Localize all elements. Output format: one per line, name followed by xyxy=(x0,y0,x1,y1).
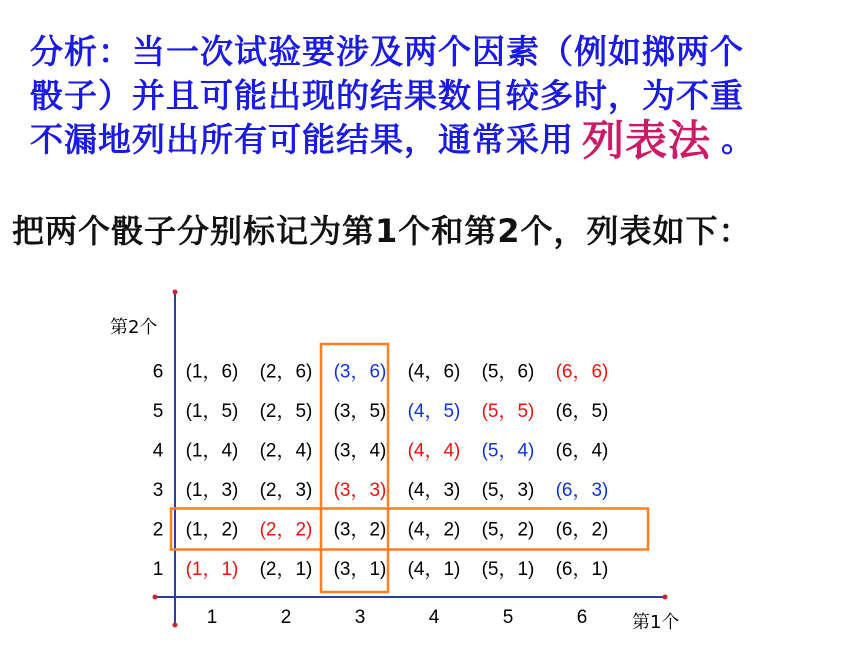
outcome-cell: (4，1) xyxy=(407,559,461,580)
y-tick-label: 1 xyxy=(152,559,164,580)
x-axis-label: 第1个 xyxy=(632,612,680,633)
outcome-cell: (3，1) xyxy=(333,559,387,580)
y-tick-label: 6 xyxy=(152,361,164,383)
x-axis-start-dot xyxy=(153,595,158,600)
outcome-cell: (5，4) xyxy=(481,440,535,462)
analysis-line-3-text: 不漏地列出所有可能结果，通常采用 xyxy=(30,120,574,159)
outcome-cell: (4，4) xyxy=(407,440,461,462)
outcome-cell: (4，6) xyxy=(407,361,461,383)
x-tick-label: 3 xyxy=(354,607,366,628)
outcome-cell: (6，4) xyxy=(555,440,609,462)
outcome-cell: (5，5) xyxy=(481,401,535,422)
outcome-cell: (4，2) xyxy=(407,519,461,541)
outcome-cell: (4，5) xyxy=(407,401,461,422)
outcome-cell: (2，4) xyxy=(259,440,313,462)
outcome-cell: (6，3) xyxy=(555,480,609,501)
y-axis-label: 第2个 xyxy=(110,317,158,338)
outcome-cell: (2，1) xyxy=(259,559,313,580)
y-axis-start-dot xyxy=(173,290,178,295)
analysis-period: 。 xyxy=(721,120,756,159)
outcome-cell: (1，2) xyxy=(185,519,239,541)
x-tick-label: 4 xyxy=(428,607,440,628)
outcome-cell: (6，1) xyxy=(555,559,609,580)
outcome-cell: (2，3) xyxy=(259,480,313,501)
outcome-cell: (5，6) xyxy=(481,361,535,383)
y-tick-label: 4 xyxy=(152,440,164,462)
outcome-cell: (6，5) xyxy=(555,401,609,422)
outcome-cell: (4，3) xyxy=(407,480,461,501)
analysis-line-1: 分析：当一次试验要涉及两个因素（例如掷两个 xyxy=(30,32,744,71)
x-tick-label: 1 xyxy=(206,607,218,628)
x-tick-label: 2 xyxy=(280,607,292,628)
outcome-cell: (5，2) xyxy=(481,519,535,541)
x-axis-end-dot xyxy=(663,595,668,600)
analysis-line-2: 骰子）并且可能出现的结果数目较多时，为不重 xyxy=(30,76,744,115)
outcome-cell: (6，2) xyxy=(555,519,609,541)
outcome-cell: (3，4) xyxy=(333,440,387,462)
outcome-cell: (6，6) xyxy=(555,361,609,383)
outcome-cell: (3，2) xyxy=(333,519,387,541)
y-tick-label: 5 xyxy=(152,401,164,422)
method-highlight: 列表法 xyxy=(582,116,712,165)
outcome-cell: (5，1) xyxy=(481,559,535,580)
outcome-cell: (1，5) xyxy=(185,401,239,422)
y-tick-label: 3 xyxy=(152,480,164,501)
outcome-cell: (1，4) xyxy=(185,440,239,462)
y-tick-label: 2 xyxy=(152,519,164,541)
outcome-cell: (1，6) xyxy=(185,361,239,383)
y-axis-end-dot xyxy=(173,623,178,628)
outcome-cell: (2，2) xyxy=(259,519,313,541)
outcome-cell: (1，1) xyxy=(185,559,239,580)
outcome-cell: (3，6) xyxy=(333,361,387,383)
x-tick-label: 5 xyxy=(502,607,514,628)
outcome-cell: (1，3) xyxy=(185,480,239,501)
outcome-cell: (2，6) xyxy=(259,361,313,383)
x-tick-label: 6 xyxy=(576,607,588,628)
outcome-cell: (3，5) xyxy=(333,401,387,422)
outcome-cell: (5，3) xyxy=(481,480,535,501)
table-intro: 把两个骰子分别标记为第1个和第2个，列表如下： xyxy=(12,212,752,250)
outcome-cell: (2，5) xyxy=(259,401,313,422)
outcome-cell: (3，3) xyxy=(333,480,387,501)
